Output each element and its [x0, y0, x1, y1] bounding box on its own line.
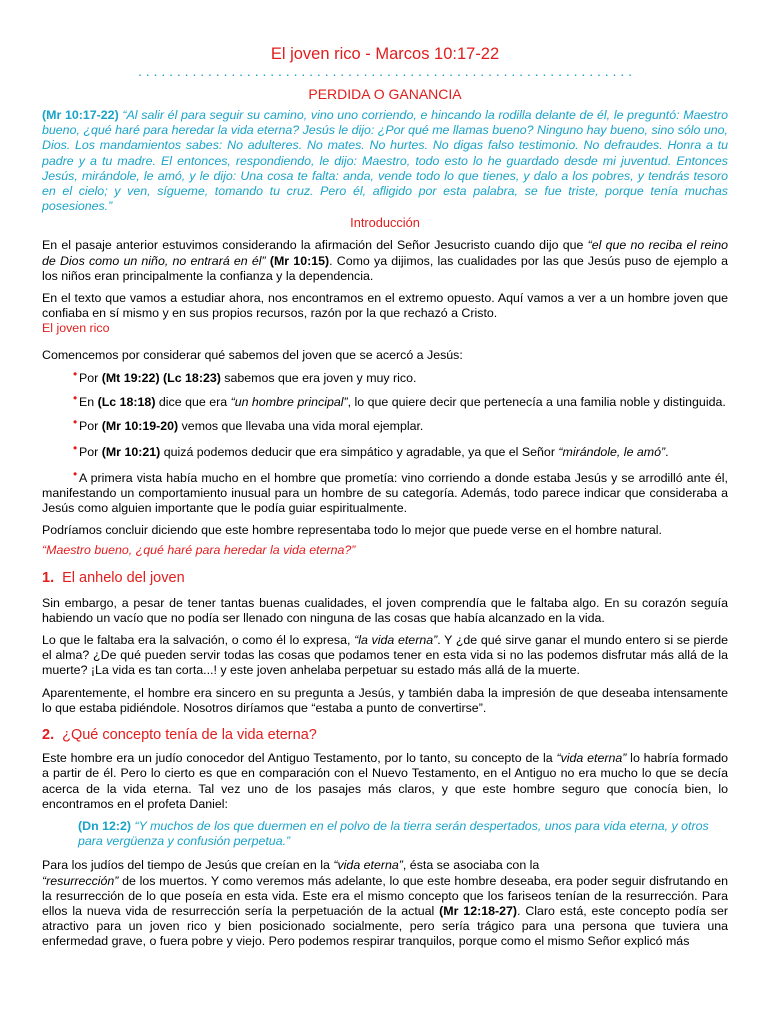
bullet-item-4 [42, 441, 728, 460]
paragraph-8 [42, 751, 728, 812]
bullet-item-3 [42, 415, 728, 434]
bullet-item-2 [42, 391, 728, 410]
bullet-mark-icon: • [73, 466, 78, 481]
bullet-1-b: sabemos que era joven y muy rico. [220, 370, 417, 385]
bullet-1-ref: (Mt 19:22) (Lc 18:23) [101, 370, 221, 385]
p1-ref: (Mr 10:15) [265, 253, 330, 268]
heading-2-text: ¿Qué concepto tenía de la vida eterna? [62, 727, 317, 744]
bullet-mark-icon: • [73, 391, 78, 406]
p9-ref: (Mr 12:18-27) [439, 903, 518, 918]
bullet-2-b: dice que era [155, 395, 231, 410]
bullet-2-quote: “un hombre principal” [230, 395, 348, 410]
bullet-3-b: vemos que llevaba una vida moral ejemplar. [178, 419, 424, 434]
p9-text-d: . Claro está, este concepto podía ser atractivo para un joven rico y bien posicionado socialmente, pero sería trágico para una persona que tuviera una enfermedad grave, o fuera pobre y viejo. Pero podemos respirar tranquilos, porque como el mismo Señor explicó más [42, 903, 729, 949]
bullet-3-a: Por [79, 419, 102, 434]
bullet-3-ref: (Mr 10:19-20) [101, 419, 179, 434]
p6-text-b: . Y ¿de qué sirve ganar el mundo entero si se pierde el alma? ¿De qué pueden servir todas las cosas que podamos tener en esta vida si no las podemos disfrutar más allá de la muerte? ¡La vida es tan corta...! y este joven anhelaba perpetuar su estado más allá de la muerte. [42, 633, 728, 678]
p6-text-a: Lo que le faltaba era la salvación, o como él lo expresa, [42, 633, 355, 648]
bullet-mark-icon: • [73, 441, 78, 456]
bullet-4-a: Por [79, 445, 102, 460]
heading-1 [42, 569, 728, 587]
bullet-item-1 [42, 366, 728, 386]
paragraph-4: Podríamos concluir diciendo que este hombre representaba todo lo mejor que puede verse en el hombre natural. [42, 523, 662, 538]
heading-1-text: El anhelo del joven [62, 569, 185, 586]
bullet-4-b: quizá podemos deducir que era simpático y agradable, ya que el Señor [160, 445, 559, 460]
p9-text-a: Para los judíos del tiempo de Jesús que creían en la [42, 858, 334, 873]
paragraph-3: Comencemos por considerar qué sabemos del joven que se acercó a Jesús: [42, 347, 463, 362]
bullet-4-quote: “mirándole, le amó” [558, 445, 666, 460]
p1-quote: “el que no reciba el reino de Dios como un niño, no entrará en él” [42, 238, 728, 268]
paragraph-2: En el texto que vamos a estudiar ahora, nos encontramos en el extremo opuesto. Aquí vamos a ver a un hombre joven que confiaba en sí mismo y en sus propios recursos, razón por la que rechazó a Cristo. [42, 291, 728, 321]
p9-quote-1: “vida eterna” [333, 858, 403, 873]
paragraph-5: Sin embargo, a pesar de tener tantas buenas cualidades, el joven comprendía que le faltaba algo. En su corazón seguía habiendo un vacío que no podía ser llenado con ninguna de las cosas que había alcanzado en la vida. [42, 595, 728, 625]
dotted-divider: . . . . . . . . . . . . . . . . . . . . . . . . . . . . . . . . . . . . . . . . . . . . . . . . . . . . . . . . . . . . . . . . [138, 64, 632, 78]
bullet-2-a: En [79, 395, 98, 410]
red-quote: “Maestro bueno, ¿qué haré para heredar la vida eterna?” [42, 543, 356, 558]
bullet-2-c: , lo que quiere decir que pertenecía a una familia noble y distinguida. [347, 395, 726, 410]
daniel-quote-text: “Y muchos de los que duermen en el polvo de la tierra serán despertados, unos para vida eterna, y otros para vergüenza y confusión perpetua.” [78, 818, 709, 849]
bullet-2-ref: (Lc 18:18) [97, 395, 156, 410]
paragraph-2-red-label: El joven rico [42, 321, 110, 336]
bullet-1-a: Por [79, 370, 102, 385]
document-title: El joven rico - Marcos 10:17-22 [270, 45, 500, 63]
heading-2 [42, 726, 728, 744]
bullet-4-ref: (Mr 10:21) [101, 445, 161, 460]
intro-heading: Introducción [350, 215, 420, 231]
p6-quote: “la vida eterna” [354, 633, 438, 648]
paragraph-9 [42, 858, 728, 949]
main-verse-text: “Al salir él para seguir su camino, vino uno corriendo, e hincando la rodilla delante de él, le preguntó: Maestro bueno, ¿qué haré para heredar la vida eterna? Jesús le dijo: ¿Por qué me llamas bueno? Ninguno hay bueno, sino sólo uno, Dios. Los mandamientos sabes: No adulteres. No mates. No hurtes. No digas falso testimonio. No defraudes. Honra a tu padre y a tu madre. El entonces, respondiendo, le dijo: Maestro, todo esto lo he guardado desde mi juventud. Entonces Jesús, mirándole, le amó, y le dijo: Una cosa te falta: anda, vende todo lo que tienes, y dalo a los pobres, y tendrás tesoro en el cielo; y ven, sígueme, tomando tu cruz. Pero él, afligido por esta palabra, se fue triste, porque tenía muchas posesiones.” [42, 108, 728, 214]
p1-text-a: En el pasaje anterior estuvimos considerando la afirmación del Señor Jesucristo cuando dijo que [42, 238, 588, 253]
p8-text-b: lo habría formado a partir de él. Pero lo cierto es que en comparación con el Nuevo Testamento, en el Antiguo no era mucho lo que se decía acerca de la vida eterna. Tal vez uno de los pasajes más claros, y que este hombre seguro que conocía bien, lo encontramos en el profeta Daniel: [42, 751, 729, 811]
paragraph-1 [42, 238, 728, 284]
document-page [42, 0, 728, 950]
document-subtitle: PERDIDA O GANANCIA [308, 86, 462, 102]
bullet-4-c: . [665, 445, 669, 460]
bullet-item-5 [42, 466, 728, 517]
main-verse-ref: (Mr 10:17-22) [42, 108, 119, 122]
daniel-quote [78, 819, 728, 849]
bullet-mark-icon: • [73, 366, 78, 381]
main-verse [42, 108, 728, 214]
p9-text-c: de los muertos. Y como veremos más adelante, lo que este hombre deseaba, era poder seguir disfrutando en la resurrección de lo que poseía en esta vida. Este era el mismo concepto que los fariseos tenían de la resurrección. Para ellos la nueva vida de resurrección sería la perpetuación de la actual [42, 873, 728, 918]
p9-text-b: , ésta se asociaba con la [402, 858, 540, 873]
paragraph-7: Aparentemente, el hombre era sincero en su pregunta a Jesús, y también daba la impresión de que deseaba intensamente lo que estaba pidiéndole. Nosotros diríamos que “estaba a punto de convertirse”. [42, 685, 728, 715]
p9-quote-2: “resurrección” [42, 873, 119, 888]
p8-quote: “vida eterna” [556, 751, 627, 766]
p8-text-a: Este hombre era un judío conocedor del Antiguo Testamento, por lo tanto, su concepto de la [42, 751, 557, 766]
paragraph-6 [42, 633, 728, 679]
p1-text-b: . Como ya dijimos, las cualidades por las que Jesús puso de ejemplo a los niños eran principalmente la confianza y la dependencia. [42, 253, 728, 283]
bullet-mark-icon: • [73, 415, 78, 430]
heading-2-number: 2. [42, 727, 55, 744]
daniel-quote-ref: (Dn 12:2) [78, 818, 132, 833]
heading-1-number: 1. [42, 569, 55, 586]
bullet-5-a: A primera vista había mucho en el hombre que prometía: vino corriendo a donde estaba Jesús y se arrodilló ante él, manifestando un comportamiento inusual para un hombre de su categoría. Además, todo parece indicar que consideraba a Jesús como alguien importante que le podía guiar espiritualmente. [42, 470, 728, 516]
